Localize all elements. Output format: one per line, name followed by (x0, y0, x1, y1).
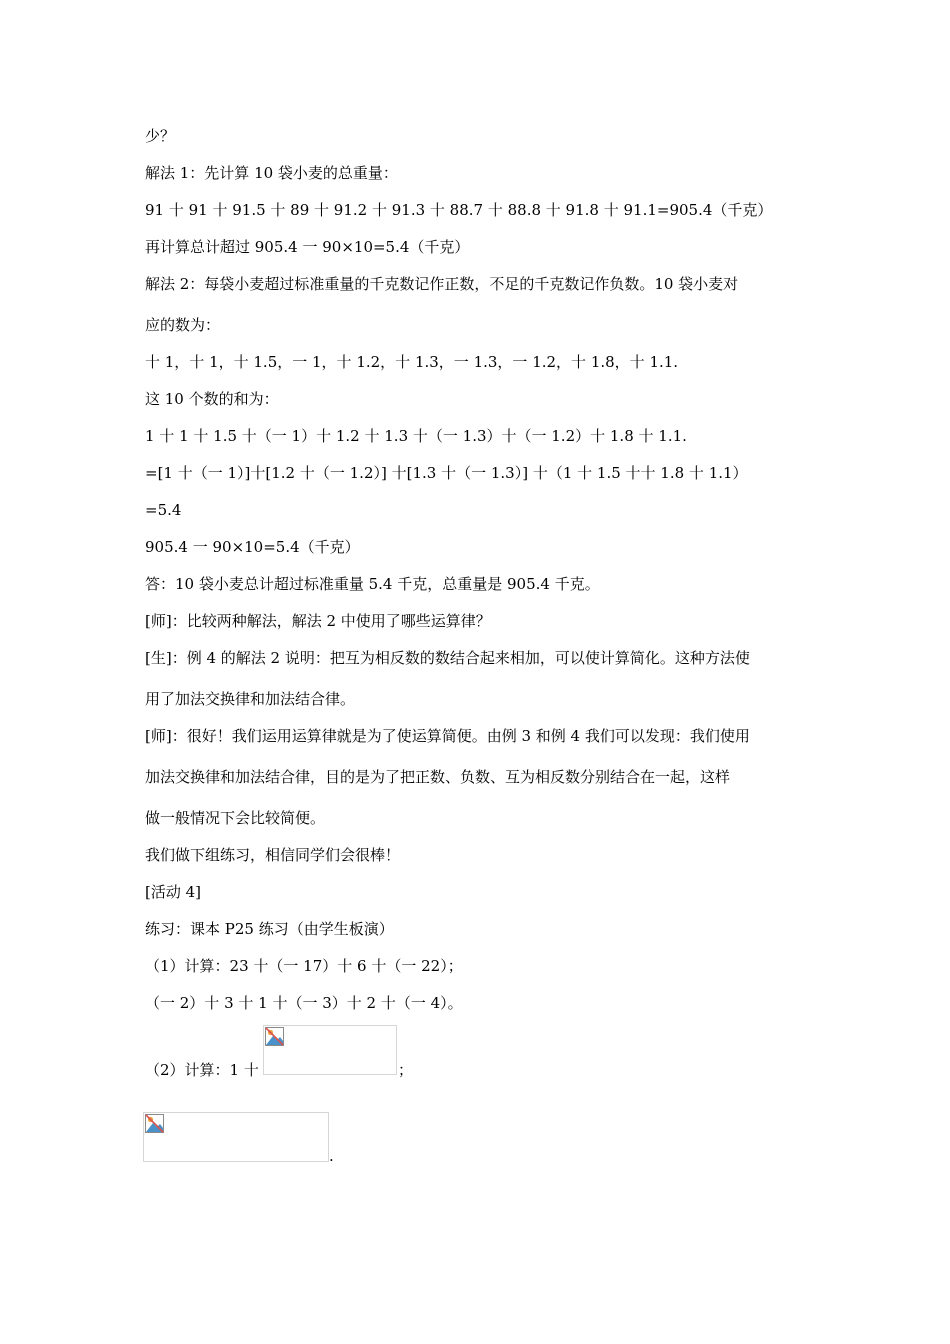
text-line: 答：10 袋小麦总计超过标准重量 5.4 千克，总重量是 905.4 千克。 (145, 575, 600, 593)
text-line: 做一般情况下会比较简便。 (145, 809, 326, 827)
formula-image-placeholder (143, 1112, 329, 1162)
exercise-2-prefix: （2）计算：1 十 (145, 1061, 259, 1079)
text-line: 这 10 个数的和为： (145, 390, 279, 408)
text-line: [师]：比较两种解法，解法 2 中使用了哪些运算律？ (145, 612, 491, 630)
text-line: [师]：很好！我们运用运算律就是为了使运算简便。由例 3 和例 4 我们可以发现：我们使用 (145, 727, 750, 745)
exercise-2-suffix: ； (398, 1061, 414, 1079)
text-line: 解法 2：每袋小麦超过标准重量的千克数记作正数，不足的千克数记作负数。10 袋小麦对 (145, 275, 739, 293)
text-line: 加法交换律和加法结合律，目的是为了把正数、负数、互为相反数分别结合在一起，这样 (145, 768, 731, 786)
text-line: （1）计算：23 十（一 17）十 6 十（一 22）； (145, 957, 463, 975)
text-line: 91 十 91 十 91.5 十 89 十 91.2 十 91.3 十 88.7 十 88.8 十 91.8 十 91.1=905.4（千克） (145, 201, 773, 219)
text-line: 练习：课本 P25 练习（由学生板演） (145, 920, 394, 938)
text-line: [生]：例 4 的解法 2 说明：把互为相反数的数结合起来相加，可以使计算简化。这种方法使 (145, 649, 750, 667)
text-line: 905.4 一 90×10=5.4（千克） (145, 538, 360, 556)
text-line: =[1 十（一 1）]十[1.2 十（一 1.2）] 十[1.3 十（一 1.3）] 十（1 十 1.5 十十 1.8 十 1.1） (145, 464, 748, 482)
text-line: （一 2）十 3 十 1 十（一 3）十 2 十（一 4）。 (145, 994, 463, 1012)
text-line: 应的数为： (145, 316, 221, 334)
broken-image-icon (265, 1027, 284, 1046)
formula-image-placeholder (263, 1025, 397, 1075)
text-line: 再计算总计超过 905.4 一 90×10=5.4（千克） (145, 238, 470, 256)
trailing-period: . (329, 1147, 334, 1165)
text-line: =5.4 (145, 501, 182, 519)
text-line: 十 1，十 1，十 1.5，一 1，十 1.2，十 1.3，一 1.3，一 1.2，十 1.8，十 1.1. (145, 353, 679, 371)
text-line: 用了加法交换律和加法结合律。 (145, 690, 356, 708)
text-line: 1 十 1 十 1.5 十（一 1）十 1.2 十 1.3 十（一 1.3）十（一 1.2）十 1.8 十 1.1. (145, 427, 687, 445)
text-line: [活动 4] (145, 883, 202, 901)
broken-image-icon (145, 1114, 164, 1133)
text-line: 我们做下组练习，相信同学们会很棒！ (145, 846, 401, 864)
text-line: 少？ (145, 127, 176, 145)
text-line: 解法 1：先计算 10 袋小麦的总重量： (145, 164, 398, 182)
